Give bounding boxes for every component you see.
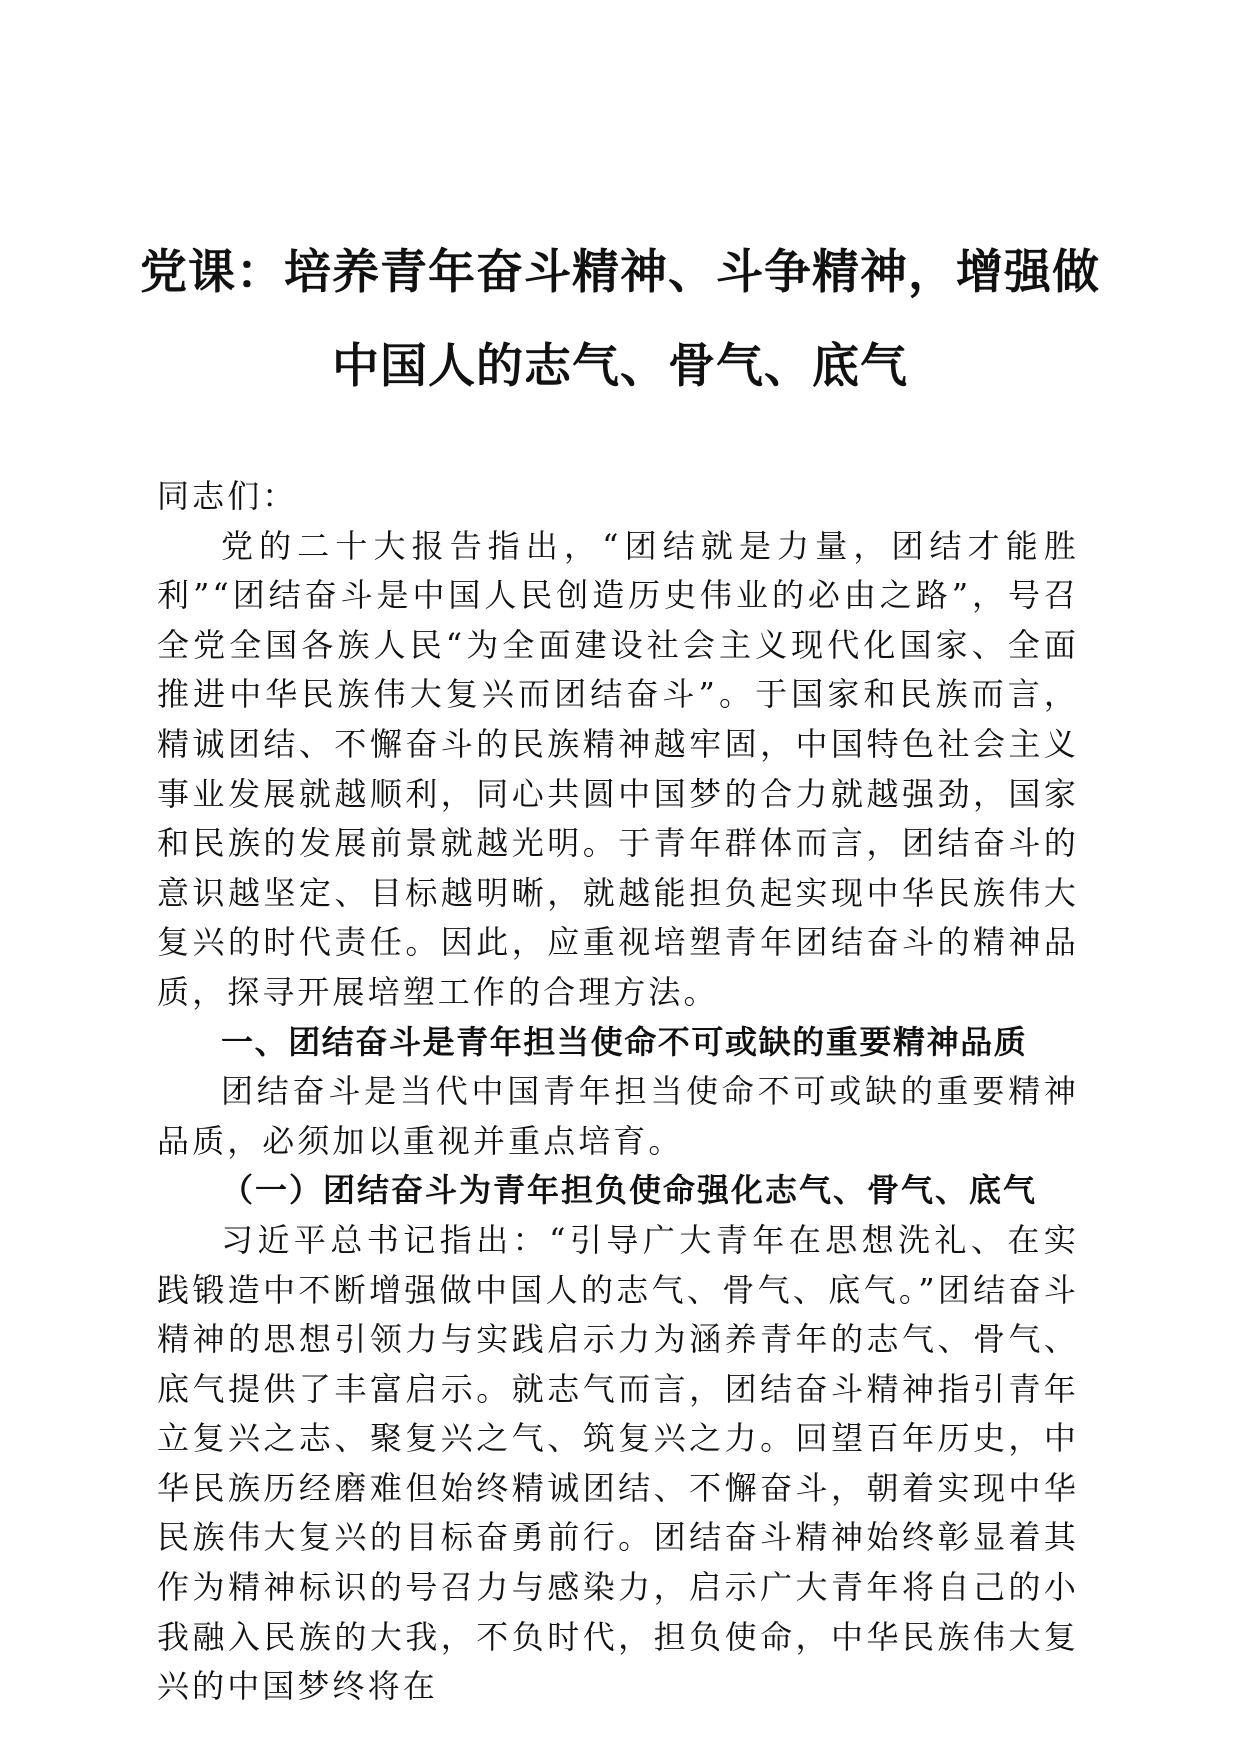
subsection-heading-1: （一）团结奋斗为青年担负使命强化志气、骨气、底气 — [221, 1171, 1038, 1210]
paragraph-section-1: 团结奋斗是当代中国青年担当使命不可或缺的重要精神品质，必须加以重视并重点培育。 — [157, 1072, 1079, 1160]
salutation: 同志们： — [157, 477, 298, 515]
title-line-2: 中国人的志气、骨气、底气 — [332, 339, 908, 394]
section-heading-1: 一、团结奋斗是青年担当使命不可或缺的重要精神品质 — [221, 1022, 1028, 1061]
document-body — [157, 472, 1079, 1712]
document-title — [140, 226, 1100, 414]
title-line-1: 党课：培养青年奋斗精神、斗争精神，增强做 — [140, 245, 1100, 300]
paragraph-intro: 党的二十大报告指出，“团结就是力量，团结才能胜利”“团结奋斗是中国人民创造历史伟业的必由之路”，号召全党全国各族人民“为全面建设社会主义现代化国家、全面推进中华民族伟大复兴而团结奋斗”。于国家和民族而言，精诚团结、不懈奋斗的民族精神越牢固，中国特色社会主义事业发展就越顺利，同心共圆中国梦的合力就越强劲，国家和民族的发展前景就越光明。于青年群体而言，团结奋斗的意识越坚定、目标越明晰，就越能担负起实现中华民族伟大复兴的时代责任。因此，应重视培塑青年团结奋斗的精神品质，探寻开展培塑工作的合理方法。 — [157, 526, 1079, 1011]
paragraph-subsection-1: 习近平总书记指出：“引导广大青年在思想洗礼、在实践锻造中不断增强做中国人的志气、骨气、底气。”团结奋斗精神的思想引领力与实践启示力为涵养青年的志气、骨气、底气提供了丰富启示。就志气而言，团结奋斗精神指引青年立复兴之志、聚复兴之气、筑复兴之力。回望百年历史，中华民族历经磨难但始终精诚团结、不懈奋斗，朝着实现中华民族伟大复兴的目标奋勇前行。团结奋斗精神始终彰显着其作为精神标识的号召力与感染力，启示广大青年将自己的小我融入民族的大我，不负时代，担负使命，中华民族伟大复兴的中国梦终将在 — [157, 1220, 1079, 1706]
